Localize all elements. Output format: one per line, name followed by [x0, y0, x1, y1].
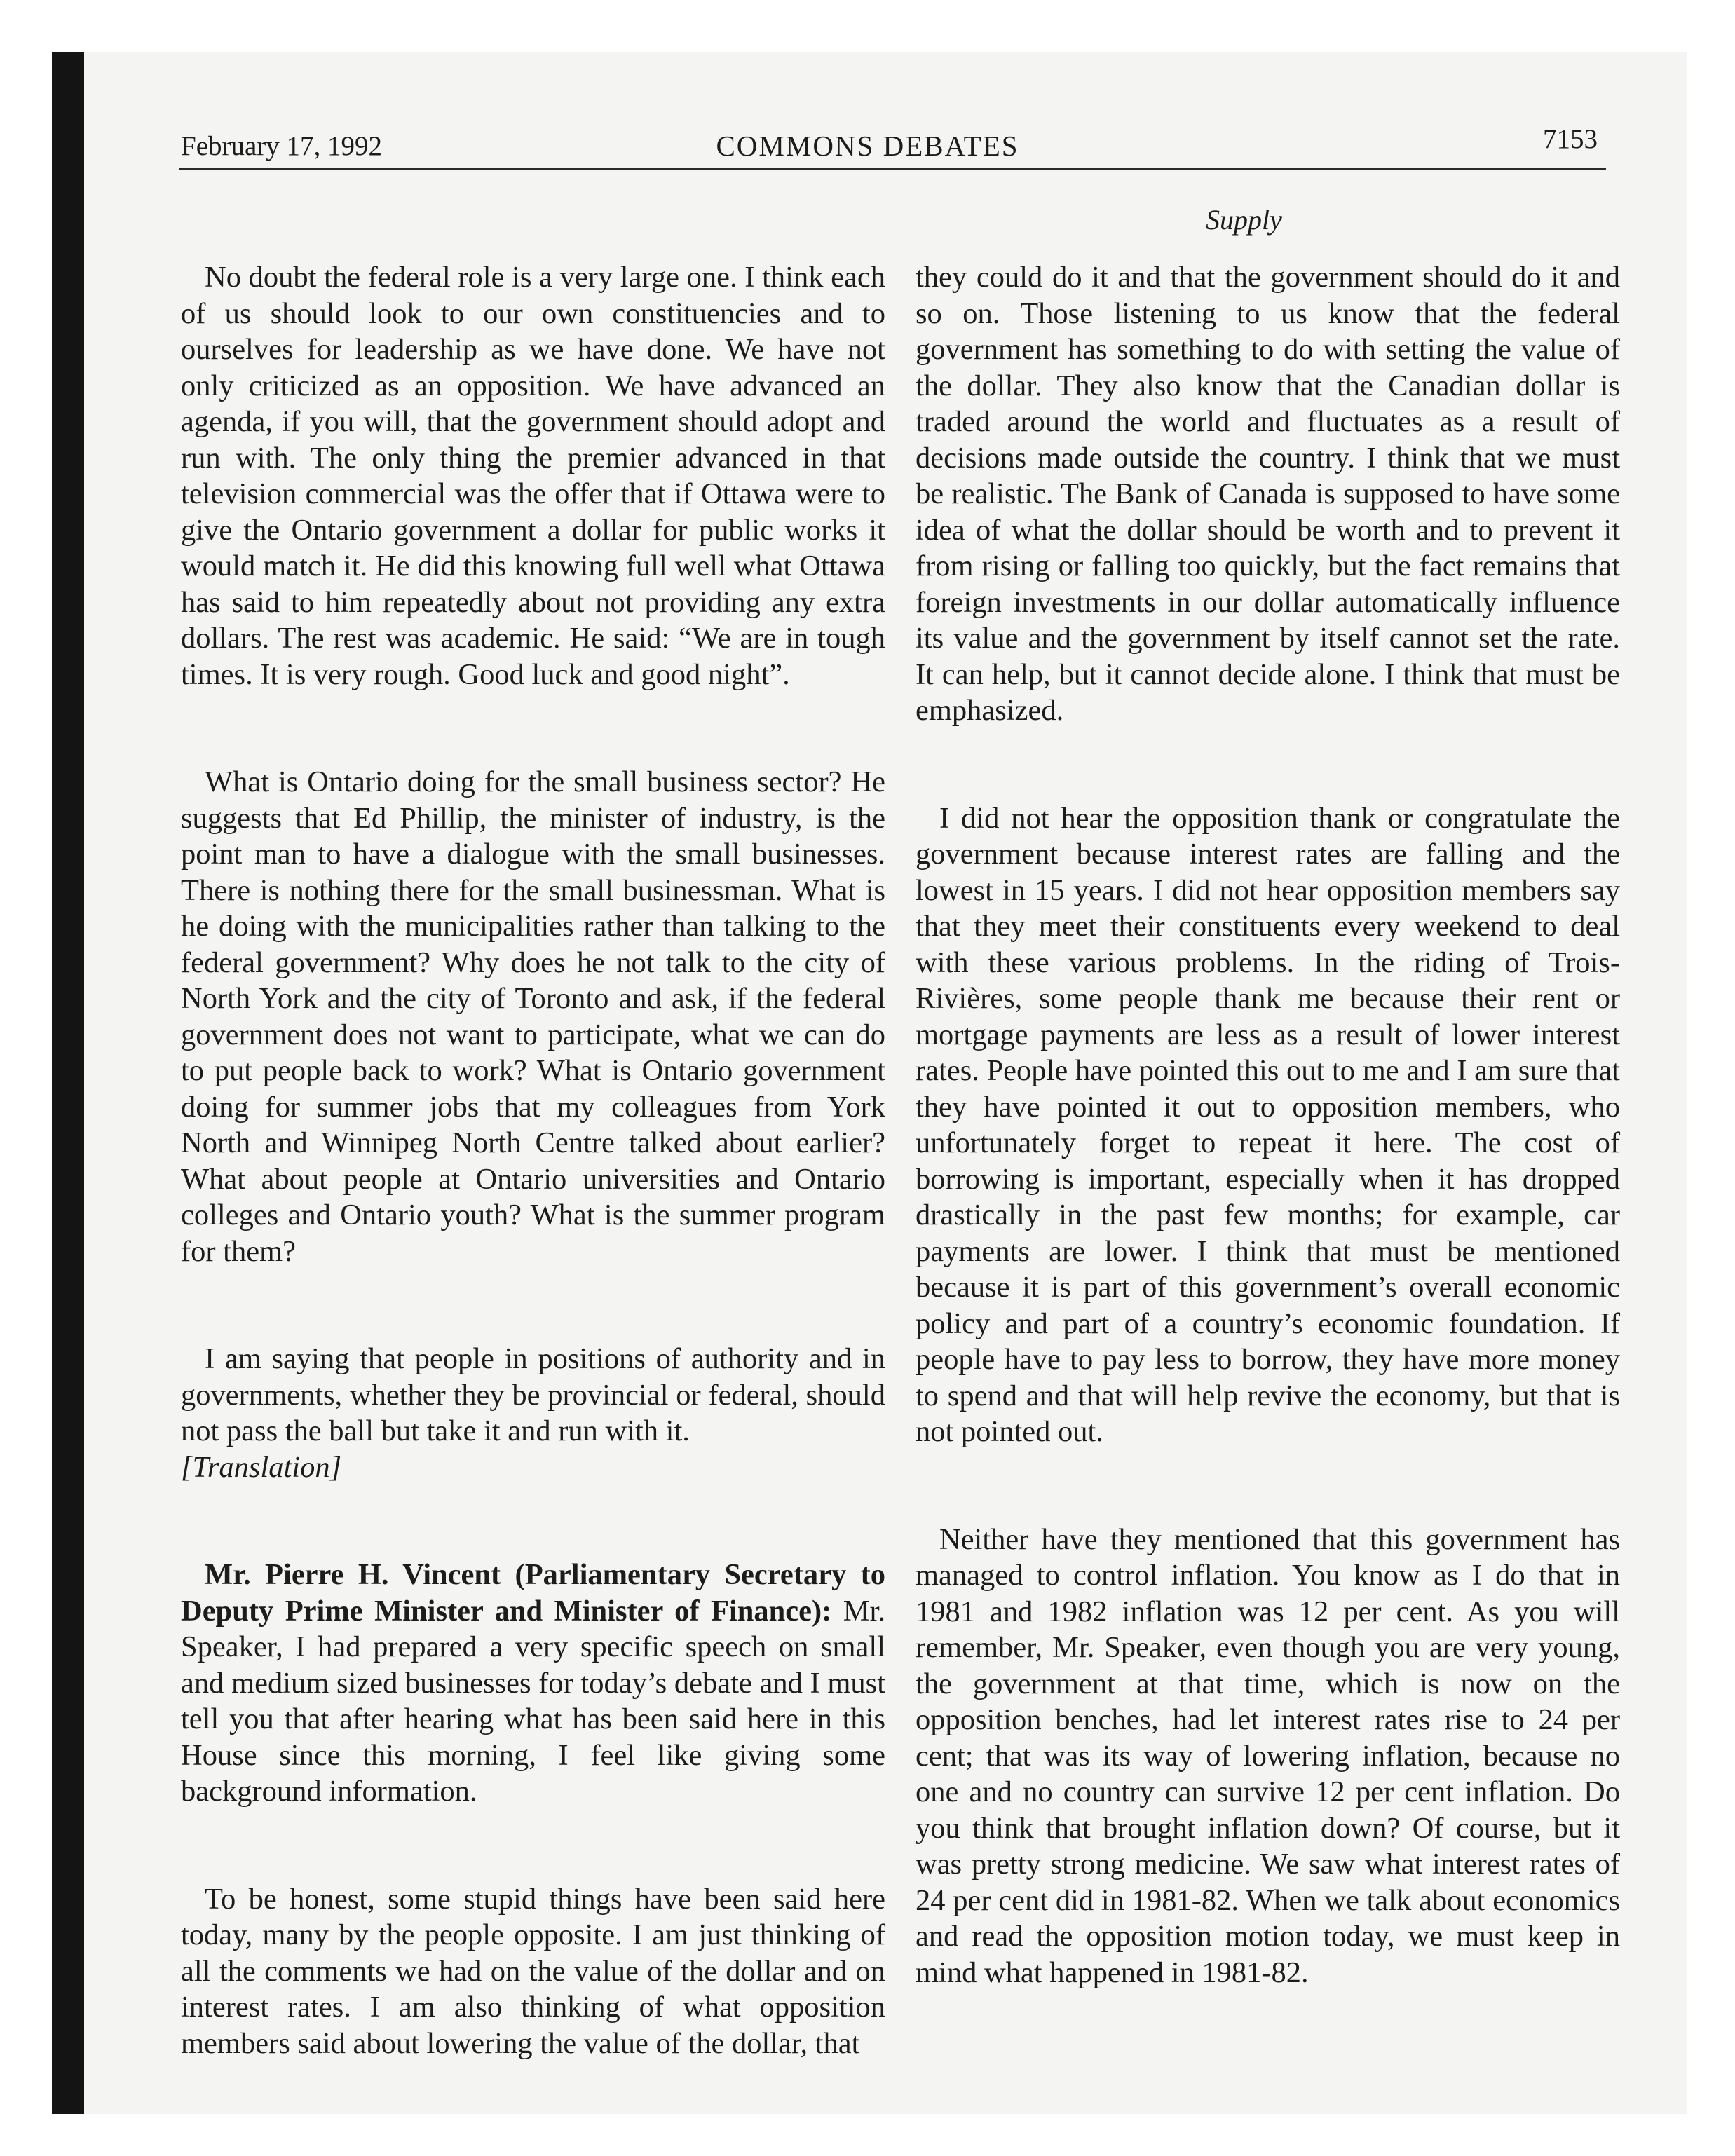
header-date: February 17, 1992 [181, 131, 383, 161]
right-column [916, 259, 1620, 1991]
section-label: Supply [1206, 204, 1282, 236]
paragraph: What is Ontario doing for the small business sector? He suggests that Ed Phillip, the minister of industry, is the point man to have a dialogue with the small businesses. There is nothing there for the small businessman. What is he doing with the municipalities rather than talking to the federal government? Why does he not talk to the city of North York and the city of Toronto and ask, if the federal government does not want to participate, what we can do to put people back to work? What is Ontario government doing for summer jobs that my colleagues from York North and Winnipeg North Centre talked about earlier? What about people at Ontario universities and Ontario colleges and Ontario youth? What is the summer program for them? [181, 765, 885, 1268]
left-column [181, 259, 885, 2061]
speech-text: Mr. Speaker, I had prepared a very specific speech on small and medium sized businesses for today’s debate and I must tell you that after hearing what has been said here in this House since this morning, I feel like giving some background information. [181, 1594, 885, 1808]
header-rule [179, 168, 1606, 170]
translation-note: [Translation] [181, 1450, 342, 1484]
paragraph: I am saying that people in positions of authority and in governments, whether they be provincial or federal, should not pass the ball but take it and run with it. [181, 1342, 885, 1447]
paragraph: No doubt the federal role is a very large one. I think each of us should look to our own constituencies and to ourselves for leadership as we have done. We have not only criticized as an opposition. We have advanced an agenda, if you will, that the government should adopt and run with. The only thing the premier advanced in that television commercial was the offer that if Ottawa were to give the Ontario government a dollar for public works it would match it. He did this knowing full well what Ottawa has said to him repeatedly about not providing any extra dollars. The rest was academic. He said: “We are in tough times. It is very rough. Good luck and good night”. [181, 261, 885, 691]
paragraph: Neither have they mentioned that this government has managed to control inflation. You know as I do that in 1981 and 1982 inflation was 12 per cent. As you will remember, Mr. Speaker, even though you are very young, the government at that time, which is now on the opposition benches, had let interest rates rise to 24 per cent; that was its way of lowering inflation, because no one and no country can survive 12 per cent inflation. Do you think that brought inflation down? Of course, but it was pretty strong medicine. We saw what interest rates of 24 per cent did in 1981-82. When we talk about economics and read the opposition motion today, we must keep in mind what happened in 1981-82. [916, 1522, 1620, 1989]
scan-binding-edge [52, 52, 84, 2114]
paragraph: To be honest, some stupid things have been said here today, many by the people opposite. I am just thinking of all the comments we had on the value of the dollar and on interest rates. I am also thinking of what opposition members said about lowering the value of the dollar, that [181, 1882, 885, 2060]
header-title: COMMONS DEBATES [716, 130, 1019, 162]
paragraph: I did not hear the opposition thank or congratulate the government because interest rates are falling and the lowest in 15 years. I did not hear opposition members say that they meet their constituents every weekend to deal with these various problems. In the riding of Trois-Rivières, some people thank me because their rent or mortgage payments are less as a result of lower interest rates. People have pointed this out to me and I am sure that they have pointed it out to opposition members, who unfortunately forget to repeat it here. The cost of borrowing is important, especially when it has dropped drastically in the past few months; for example, car payments are lower. I think that must be mentioned because it is part of this government’s overall economic policy and part of a country’s economic foundation. If people have to pay less to borrow, they have more money to spend and that will help revive the economy, but that is not pointed out. [916, 801, 1620, 1448]
speech-paragraph [181, 1557, 885, 1810]
page-number: 7153 [1543, 124, 1598, 154]
speaker-name: Mr. Pierre H. Vincent (Parliamentary Secretary to Deputy Prime Minister and Minister of Finance): [181, 1558, 885, 1628]
paragraph: they could do it and that the government should do it and so on. Those listening to us know that the federal government has something to do with setting the value of the dollar. They also know that the Canadian dollar is traded around the world and fluctuates as a result of decisions made outside the country. I think that we must be realistic. The Bank of Canada is supposed to have some idea of what the dollar should be worth and to prevent it from rising or falling too quickly, but the fact remains that foreign investments in our dollar automatically influence its value and the government by itself cannot set the rate. It can help, but it cannot decide alone. I think that must be emphasized. [916, 261, 1620, 727]
